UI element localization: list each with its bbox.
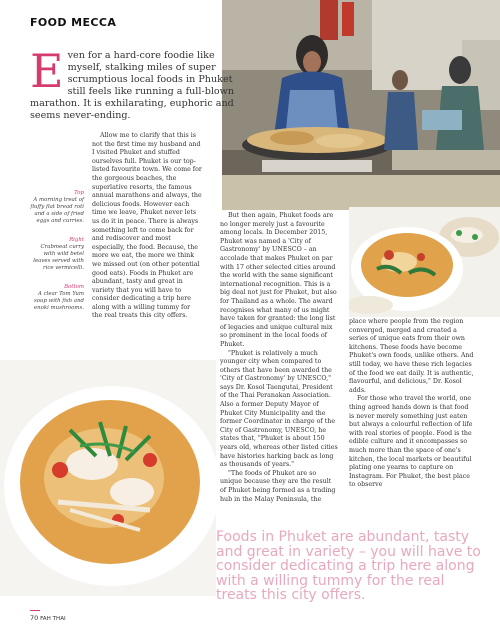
body-column-2 [220, 212, 338, 504]
body-paragraph: But then again, Phuket foods are no longer merely just a favourite among locals. In December 2015, Phuket was named a 'City of Gastronomy' by UNESCO – an accolade that makes Phuket on par with 17 other selected cities around the world with the same significant international recognition. This is a big deal not just for Phuket, but also for Thailand as a whole. The award recognises what many of us might have taken for granted: the long list of legacies and unique cultural mix so prominent in the local foods of Phuket. [220, 212, 337, 348]
page-footer [30, 614, 66, 622]
caption-label-top: Top [74, 190, 84, 196]
market-photo [222, 0, 500, 210]
soup-photo [0, 360, 216, 596]
section-label: FOOD MECCA [30, 16, 117, 29]
lede-paragraph [30, 44, 235, 122]
caption-top: A morning treat of fluffy flat bread roti and a side of fried eggs and curries. [30, 197, 84, 224]
caption-right: Crabmeat curry with wild betel leaves served with rice vermicelli. [33, 244, 84, 271]
body-paragraph: place where people from the region converged, merged and created a series of unique eats from their own kitchens. These foods have become Phuket's own foods, unlike others. And still today, we have these rich legacies of the food we eat daily. It is authentic, flavourful, and delicious," Dr. Kosol adds. [349, 318, 474, 394]
footer-rule [30, 610, 40, 611]
caption-label-right: Right [69, 237, 84, 243]
soup-photo-illustration [0, 360, 216, 596]
page-number: 70 [30, 614, 39, 622]
market-photo-illustration [222, 0, 500, 210]
body-paragraph: For those who travel the world, one thing agreed hands down is that food is never merely something just eaten but always a colourful reflection of life with real stories of people. Food is the edible culture and it encompasses so much more than the space of one's kitchen, the local markets or beautiful plating one yearns to capture on Instagram. For Phuket, the best place to observe [349, 395, 473, 489]
body-paragraph: Allow me to clarify that this is not the first time my husband and I visited Phuket and stuffed ourselves full. Phuket is our top-listed favourite town. We come for the gorgeous beaches, the superlative resorts, the famous annual marathons and always, the delicious foods. However each time we leave, Phuket never lets us do it in peace. There is always something left to come back for and rediscover and most especially, the food. Because, the more we eat, the more we think we missed out (on other potential good eats). Foods in Phuket are abundant, tasty and great in variety that you will have to consider dedicating a trip here along with a willing tummy for the real treats this city offers. [92, 132, 202, 320]
body-paragraph: "The foods of Phuket are so unique because they are the result of Phuket being formed as a trading hub in the Malay Peninsula, the [220, 469, 336, 503]
drop-cap: E [30, 44, 64, 98]
body-paragraph: "Phuket is relatively a much younger city when compared to others that have been awarded the 'City of Gastronomy' by UNESCO," says Dr. Kosol Taengutai, President of the Thai Peranakan Association. Also a former Deputy Mayor of Phuket City Municipality and the former Coordinator in charge of the City of Gastronomy, UNESCO, he states that, "Phuket is about 150 years old, whereas other listed cities have histories harking back as long as thousands of years." [220, 349, 338, 469]
caption-label-bottom: Bottom [64, 284, 84, 290]
pull-quote: Foods in Phuket are abundant, tasty and great in variety – you will have to consider dedicating a trip here along with a willing tummy for the real treats this city offers. [216, 529, 481, 603]
body-column-1 [92, 132, 202, 321]
caption-bottom: A clear Tom Yum soup with fish and enoki mushrooms. [33, 291, 84, 311]
photo-captions [30, 190, 84, 312]
curry-photo [349, 207, 500, 317]
lede-text: ven for a hard-core foodie like myself, stalking miles of super scrumptious local foods in Phuket still feels like running a full-blown marathon. It is exhilarating, euphoric and seems never-ending. [30, 50, 235, 121]
curry-photo-illustration [349, 207, 500, 317]
body-column-3 [349, 318, 475, 490]
publication-name: FAH THAI [40, 616, 66, 622]
